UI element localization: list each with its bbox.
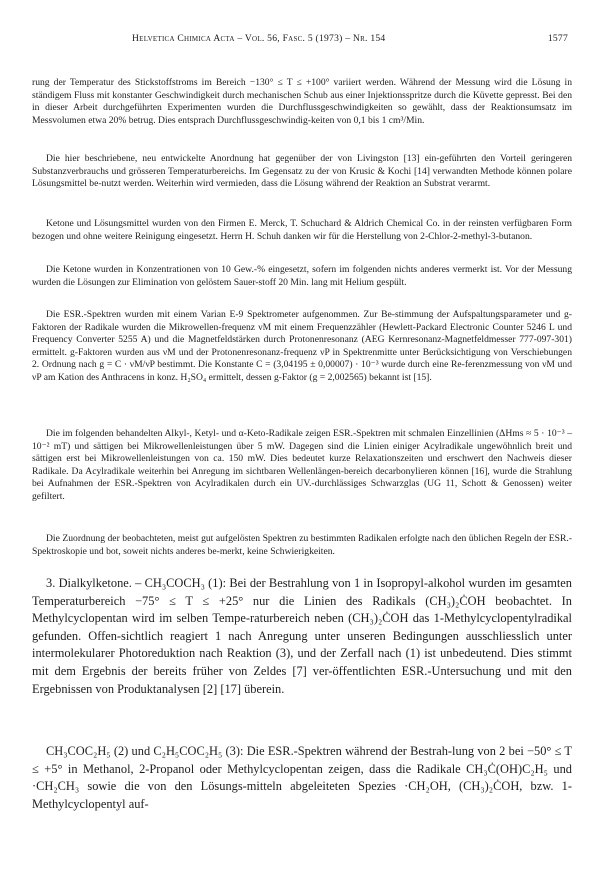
paragraph [32,309,572,384]
journal-citation: Helvetica Chimica Acta – Vol. 56, Fasc. 5 (1973) – Nr. 154 [132,33,386,44]
paragraph-text: 3. Dialkylketone. – CH₃COCH₃ (1): Bei der Bestrahlung von 1 in Isopropyl-alkohol wurden im gesamten Temperaturbereich −75° ≤ T ≤ +25° nur die Linien des Radikals (CH₃)₂ĊOH beobachtet. In Methylcyclopentan wird im selben Tempe-raturbereich neben (CH₃)₂ĊOH das 1-Methylcyclopentylradikal gefunden. Offen-sichtlich reagiert 1 nach Anregung unter unseren Bedingungen ausschliesslich unter intermolekularer Photoreduktion nach Reaktion (3), und der Zerfall nach (1) ist unbedeutend. Dies stimmt mit dem Ergebnis der bereits früher von Zeldes [7] ver-öffentlichten ESR.-Untersuchung und mit den Ergebnissen von Produktanalysen [2] [17] überein. [32,576,572,696]
paragraph [32,533,572,558]
paragraph-text: Ketone und Lösungsmittel wurden von den Firmen E. Merck, T. Schuchard & Aldrich Chemical Co. in der reinsten verfügbaren Form bezogen und ohne weitere Reinigung eingesetzt. Herrn H. Schuh danken wir für die Herstellung von 2-Chlor-2-methyl-3-butanon. [32,218,572,242]
paragraph-text: Die hier beschriebene, neu entwickelte Anordnung hat gegenüber der von Livingston [13] ein-geführten den Vorteil geringeren Substanzverbrauchs und grösseren Temperaturbereichs. Im Gegensatz zu der von Krusic & Kochi [14] verwandten Methode können polare Lösungsmittel be-nutzt werden. Weiterhin wird vermieden, dass die Lösung während der Reaktion an Substrat verarmt. [32,153,572,189]
paragraph [32,428,572,503]
paragraph-text: Die Ketone wurden in Konzentrationen von 10 Gew.-% eingesetzt, sofern im folgenden nichts anderes vermerkt ist. Vor der Messung wurden die Lösungen zur Elimination von gelöstem Sauer-stoff 20 Min. lang mit Helium gespült. [32,264,572,288]
running-header [32,33,568,47]
paragraph-text: Die Zuordnung der beobachteten, meist gut aufgelösten Spektren zu bestimmten Radikalen erfolgte nach den üblichen Regeln der ESR.-Spektroskopie und bot, soweit nichts anderes be-merkt, keine Schwierigkeiten. [32,533,572,557]
paragraph [32,77,572,127]
paragraph [32,153,572,191]
paragraph-text: CH₃COC₂H₅ (2) und C₂H₅COC₂H₅ (3): Die ESR.-Spektren während der Bestrah-lung von 2 bei −50° ≤ T ≤ +5° in Methanol, 2-Propanol oder Methylcyclopentan zeigen, dass die Radikale CH₃Ċ(OH)C₂H₅ und ·CH₂CH₃ sowie die von den Lösungs-mitteln abgeleiteten Spezies ·CH₂OH, (CH₃)₂ĊOH, bzw. 1-Methylcyclopentyl auf- [32,744,572,811]
paragraph-text: Die im folgenden behandelten Alkyl-, Ketyl- und α-Keto-Radikale zeigen ESR.-Spektren mit schmalen Einzellinien (ΔHms ≈ 5 · 10⁻³ – 10⁻² mT) und sättigen bei Mikrowellenleistungen über 5 mW. Dagegen sind die Linien einiger Acylradikale ungewöhnlich breit und sättigen erst bei Mikrowellenleistungen von ca. 150 mW. Dies bedeutet kurze Relaxationszeiten und erschwert den Nachweis dieser Radikale. Da Acylradikale weiterhin bei Anregung im sichtbaren Wellenlängen-bereich decarbonylieren können [16], wurde die Strahlung bei Aufnahmen der ESR.-Spektren von Acylradikalen durch ein UV.-durchlässiges Schwarzglas (UG 11, Schott & Genossen) weiter gefiltert. [32,428,572,502]
paragraph-text: Die ESR.-Spektren wurden mit einem Varian E-9 Spektrometer aufgenommen. Zur Be-stimmung der Aufspaltungsparameter und g-Faktoren der Radikale wurden die Mikrowellen-frequenz νM mit einem Frequenzzähler (Hewlett-Packard Electronic Counter 5246 L und Frequency Converter 5255 A) und die Magnetfeldstärken durch Protonenresonanz (AEG Kernresonanz-Magnetfeldmesser 777-097-301) ermittelt. g-Faktoren wurden aus νM und der Protonenresonanz-frequenz νP in Spektrenmitte unter Berücksichtigung von Verschiebungen 2. Ordnung nach g = C · νM/νP bestimmt. Die Konstante C = (3,04195 ± 0,00007) · 10⁻³ wurde durch eine Re-ferenzmessung von νM und νP am Kation des Anthracens in konz. H₂SO₄ ermittelt, dessen g-Faktor (g = 2,002565) bekannt ist [15]. [32,309,572,383]
paragraph [32,264,572,289]
paragraph-text: rung der Temperatur des Stickstoffstroms im Bereich −130° ≤ T ≤ +100° variiert werden. Während der Messung wird die Lösung in ständigem Fluss mit konstanter Geschwindigkeit durch mechanischen Schub aus einer Injektionsspritze durch die Küvette gepresst. Bei den in dieser Arbeit durchgeführten Experimenten wurden die Durchflussgeschwindigkeiten so gewählt, dass der Reaktionsumsatz im Messvolumen etwa 20% betrug. Dies entsprach Durchflussgeschwindig-keiten von 0,1 bis 1 cm³/Min. [32,77,572,126]
paragraph [32,575,572,698]
paragraph [32,218,572,243]
page-number: 1577 [547,33,568,44]
paragraph [32,743,572,813]
